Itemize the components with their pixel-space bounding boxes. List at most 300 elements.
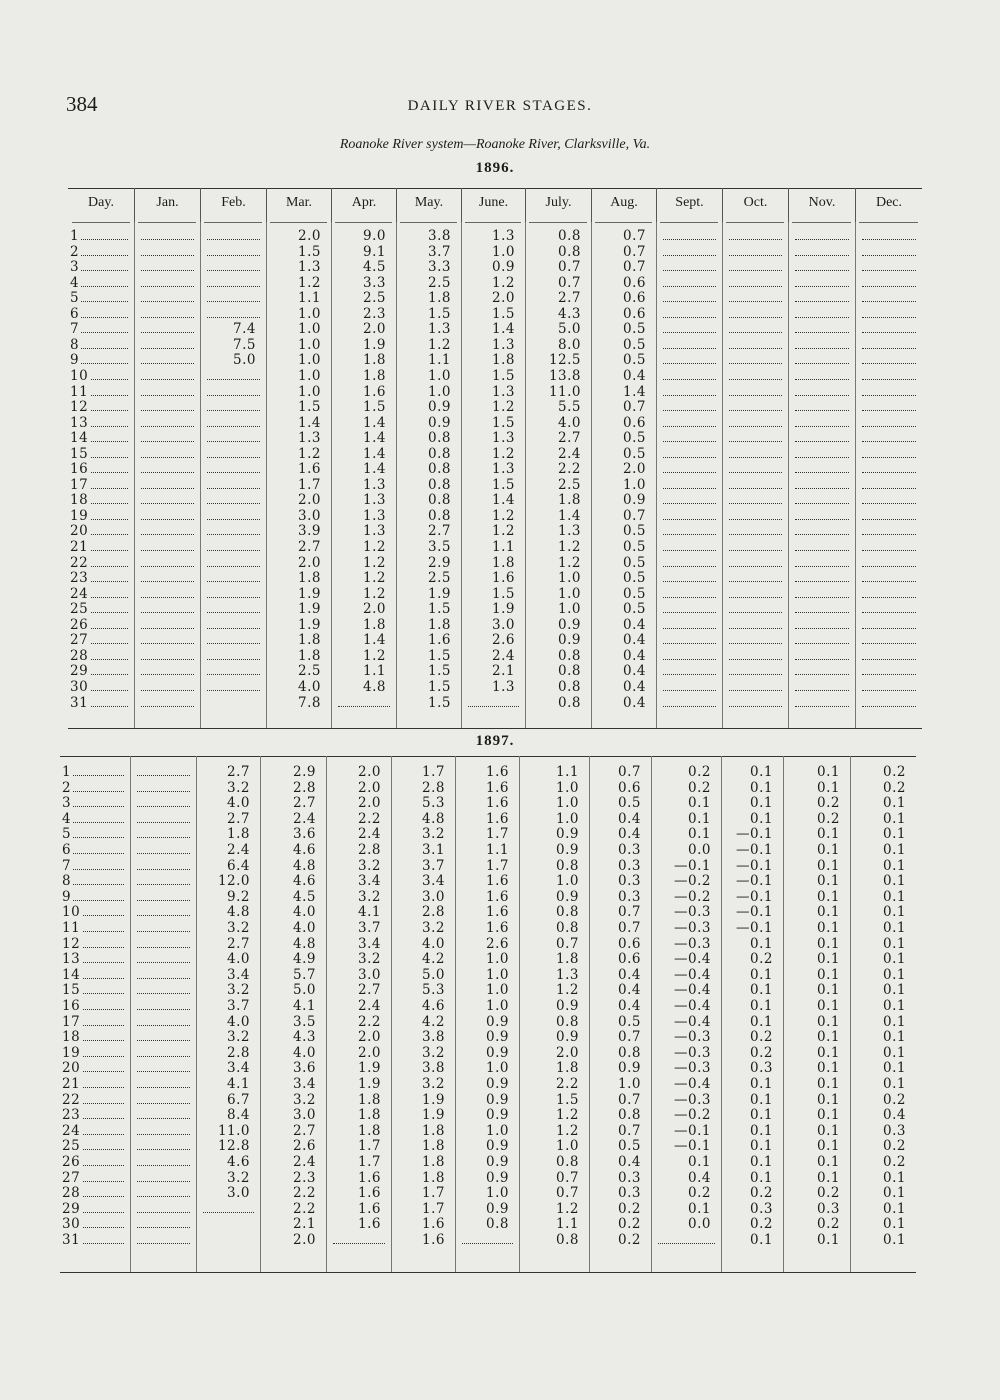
stage-value: 3.8 [422, 1029, 445, 1046]
empty-cell [723, 291, 788, 307]
stage-value: 1.8 [298, 632, 321, 649]
day-number: 7 [70, 321, 80, 338]
column-header-aug: Aug. [591, 188, 656, 222]
stage-value: —0.1 [736, 888, 773, 905]
stage-value: 1.8 [428, 616, 451, 633]
dot-leader [141, 534, 194, 535]
empty-cell [789, 447, 855, 463]
dot-leader [137, 791, 190, 792]
stage-value: 4.8 [293, 857, 316, 874]
day-label [60, 874, 130, 890]
day-number: 3 [70, 259, 80, 276]
empty-cell [131, 952, 196, 968]
stage-value: 4.9 [293, 951, 316, 968]
dot-leader [862, 441, 916, 442]
day-number: 28 [62, 1185, 81, 1202]
stage-value: 0.3 [618, 888, 641, 905]
empty-cell [135, 509, 200, 525]
empty-cell [723, 338, 788, 354]
empty-cell [789, 291, 855, 307]
empty-cell [131, 1015, 196, 1031]
day-number: 8 [62, 873, 72, 890]
dot-leader [729, 643, 782, 644]
day-number: 29 [70, 663, 89, 680]
stage-value: 1.8 [358, 1107, 381, 1124]
empty-cell [131, 999, 196, 1015]
empty-cell [789, 618, 855, 634]
dot-leader [207, 379, 260, 380]
dot-leader [74, 255, 128, 256]
dot-leader [663, 332, 716, 333]
stage-value: 0.5 [623, 321, 646, 338]
stage-value: 3.7 [227, 998, 250, 1014]
empty-cell [856, 633, 922, 649]
stage-value: 4.8 [293, 935, 316, 952]
stage-value: 7.4 [233, 321, 256, 338]
stage-value: 3.2 [358, 888, 381, 905]
dot-leader [729, 317, 782, 318]
dot-leader [203, 1212, 254, 1213]
empty-cell [201, 245, 266, 261]
stage-value: 1.7 [358, 1138, 381, 1155]
day-number: 25 [62, 1138, 81, 1155]
dot-leader [137, 1056, 190, 1057]
dot-leader [137, 1149, 190, 1150]
stage-value: 1.0 [556, 795, 579, 812]
empty-cell [201, 447, 266, 463]
empty-cell [131, 827, 196, 843]
stage-value: 0.2 [618, 1232, 641, 1248]
stage-value: 5.3 [422, 982, 445, 999]
dot-leader [729, 301, 782, 302]
empty-cell [723, 245, 788, 261]
dot-leader [207, 503, 260, 504]
stage-value: 0.1 [883, 1185, 906, 1202]
stage-value: 0.2 [750, 1044, 773, 1061]
empty-cell [201, 633, 266, 649]
stage-value: 0.1 [817, 873, 840, 890]
stage-value: 0.1 [750, 1076, 773, 1092]
column-header-june: June. [461, 188, 525, 222]
empty-cell [135, 524, 200, 540]
day-label [68, 524, 134, 540]
stage-value: 1.4 [363, 414, 386, 431]
stage-value: 2.5 [558, 476, 581, 493]
stage-value: 0.9 [486, 1200, 509, 1217]
stage-value: 0.7 [618, 1029, 641, 1046]
empty-cell [135, 307, 200, 323]
empty-cell [131, 1030, 196, 1046]
dot-leader [795, 550, 849, 551]
day-label [60, 921, 130, 937]
stage-value: 1.9 [428, 585, 451, 602]
dot-leader [795, 441, 849, 442]
dot-leader [795, 472, 849, 473]
empty-cell [856, 369, 922, 385]
empty-cell [201, 556, 266, 572]
day-label [68, 353, 134, 369]
dot-leader [74, 270, 128, 271]
stage-value: 0.2 [750, 1185, 773, 1202]
table-subtitle: Roanoke River system—Roanoke River, Clarksville, Va. [339, 137, 651, 152]
stage-value: 1.2 [363, 570, 386, 587]
dot-leader [207, 317, 260, 318]
dot-leader [207, 457, 260, 458]
dot-leader [862, 690, 916, 691]
stage-value: 0.1 [688, 1154, 711, 1170]
stage-value: 1.6 [358, 1185, 381, 1202]
stage-value: 0.1 [750, 1154, 773, 1170]
empty-cell [131, 905, 196, 921]
dot-leader [141, 379, 194, 380]
empty-cell [657, 493, 722, 509]
day-label [68, 260, 134, 276]
dot-leader [207, 643, 260, 644]
stage-value: 0.6 [623, 274, 646, 291]
dot-leader [137, 806, 190, 807]
stage-value: 3.2 [293, 1091, 316, 1108]
day-number: 2 [62, 779, 72, 796]
day-label [68, 587, 134, 603]
day-label [68, 276, 134, 292]
dot-leader [862, 674, 916, 675]
day-label [68, 571, 134, 587]
stage-value: 4.5 [293, 888, 316, 905]
day-label [60, 827, 130, 843]
stage-value: 1.8 [556, 951, 579, 968]
stage-value: 0.2 [817, 1216, 840, 1233]
stage-value: 2.0 [298, 228, 321, 244]
stage-value: 7.8 [298, 694, 321, 711]
day-column [60, 756, 130, 1272]
stage-value: 3.2 [358, 951, 381, 968]
stage-value: 0.6 [618, 935, 641, 952]
stage-value: 5.0 [293, 982, 316, 999]
dot-leader [66, 884, 124, 885]
dot-leader [663, 317, 716, 318]
stage-value: 0.1 [883, 1169, 906, 1186]
empty-cell [789, 385, 855, 401]
stage-value: 13.8 [548, 367, 581, 384]
empty-cell [201, 431, 266, 447]
day-number: 27 [70, 632, 89, 649]
stage-value: 1.0 [556, 873, 579, 890]
dot-leader [862, 566, 916, 567]
dot-leader [663, 643, 716, 644]
dot-leader [663, 457, 716, 458]
dot-leader [729, 674, 782, 675]
stage-value: 0.9 [486, 1013, 509, 1030]
day-number: 30 [70, 678, 89, 695]
dot-leader [207, 674, 260, 675]
day-number: 4 [62, 810, 72, 827]
empty-cell [723, 431, 788, 447]
dot-leader [137, 884, 190, 885]
dot-leader [795, 301, 849, 302]
dot-leader [729, 690, 782, 691]
day-label [60, 1108, 130, 1124]
stage-value: 0.8 [558, 663, 581, 680]
stage-value: 0.1 [817, 1232, 840, 1248]
dot-leader [141, 597, 194, 598]
day-number: 21 [70, 539, 89, 555]
stage-value: 2.7 [558, 430, 581, 447]
empty-cell [657, 633, 722, 649]
empty-cell [856, 338, 922, 354]
stage-value: 1.8 [422, 1138, 445, 1155]
year-heading-1897: 1897. [475, 733, 515, 749]
day-number: 12 [70, 399, 89, 416]
stage-value: —0.2 [674, 888, 711, 905]
stage-value: 0.1 [817, 1076, 840, 1092]
stage-value: 0.2 [688, 1185, 711, 1202]
stage-value: 1.6 [486, 904, 509, 921]
stage-value: —0.2 [674, 873, 711, 890]
empty-cell [201, 478, 266, 494]
day-number: 24 [62, 1122, 81, 1139]
dot-leader [207, 519, 260, 520]
column-header-nov: Nov. [788, 188, 855, 222]
month-column-july [525, 222, 591, 728]
empty-cell [201, 664, 266, 680]
empty-cell [657, 369, 722, 385]
empty-cell [131, 812, 196, 828]
empty-cell [723, 400, 788, 416]
dot-leader [729, 457, 782, 458]
dot-leader [141, 643, 194, 644]
empty-cell [657, 338, 722, 354]
stage-value: 3.4 [227, 1060, 250, 1077]
month-column-jan [130, 756, 196, 1272]
dot-leader [663, 706, 716, 707]
stage-value: 0.1 [817, 764, 840, 780]
month-column-july [519, 756, 589, 1272]
day-label [68, 664, 134, 680]
stage-value: 1.6 [358, 1200, 381, 1217]
stage-value: 0.1 [817, 904, 840, 921]
stage-value: 4.6 [227, 1154, 250, 1170]
empty-cell [723, 385, 788, 401]
stage-value: 0.1 [883, 998, 906, 1014]
empty-cell [201, 400, 266, 416]
empty-cell [657, 431, 722, 447]
empty-cell [201, 571, 266, 587]
stage-value: 2.3 [363, 305, 386, 322]
dot-leader [338, 706, 390, 707]
stage-value: 4.8 [422, 810, 445, 827]
empty-cell [201, 276, 266, 292]
stage-value: 0.3 [618, 842, 641, 858]
stage-value: 2.0 [363, 321, 386, 338]
stage-value: 2.7 [558, 290, 581, 307]
dot-leader [729, 426, 782, 427]
dot-leader [795, 348, 849, 349]
day-number: 31 [70, 694, 89, 711]
stage-value: 1.6 [486, 764, 509, 780]
empty-cell [789, 260, 855, 276]
dot-leader [207, 581, 260, 582]
stage-value: —0.4 [674, 998, 711, 1014]
dot-leader [663, 348, 716, 349]
empty-cell [657, 587, 722, 603]
dot-leader [141, 317, 194, 318]
day-label [60, 952, 130, 968]
stage-value: 1.6 [486, 920, 509, 936]
stage-value: 1.0 [428, 367, 451, 384]
stage-value: 1.5 [298, 243, 321, 260]
day-number: 11 [62, 920, 81, 936]
stage-value: 3.2 [422, 826, 445, 843]
stage-value: 0.3 [618, 873, 641, 890]
empty-cell [657, 322, 722, 338]
day-label [68, 462, 134, 478]
stage-value: 2.0 [492, 290, 515, 307]
day-number: 22 [62, 1091, 81, 1108]
stage-value: 0.1 [883, 1044, 906, 1061]
stage-value: 2.5 [428, 274, 451, 291]
dot-leader [137, 1243, 190, 1244]
stage-value: 6.7 [227, 1091, 250, 1108]
empty-cell [657, 447, 722, 463]
stage-value: 1.9 [298, 616, 321, 633]
day-label [68, 618, 134, 634]
day-label [60, 1233, 130, 1249]
empty-cell [723, 353, 788, 369]
dot-leader [74, 317, 128, 318]
stage-value: 0.5 [618, 1013, 641, 1030]
stage-value: —0.2 [674, 1107, 711, 1124]
dot-leader [74, 286, 128, 287]
day-number: 11 [70, 383, 89, 400]
dot-leader [141, 566, 194, 567]
day-number: 12 [62, 935, 81, 952]
stage-value: 7.5 [233, 336, 256, 353]
stage-value: 1.8 [363, 367, 386, 384]
stage-value: 0.1 [883, 857, 906, 874]
dot-leader [137, 1165, 190, 1166]
empty-cell [657, 462, 722, 478]
stage-value: 0.3 [618, 1185, 641, 1202]
dot-leader [141, 286, 194, 287]
empty-cell [135, 353, 200, 369]
stage-value: 1.5 [492, 585, 515, 602]
stage-value: 2.8 [422, 904, 445, 921]
stage-value: 2.0 [293, 1232, 316, 1248]
day-label [68, 696, 134, 712]
stage-value: 2.0 [358, 795, 381, 812]
empty-cell [201, 462, 266, 478]
stage-value: 3.8 [428, 228, 451, 244]
day-label [60, 859, 130, 875]
stage-value: 1.5 [428, 601, 451, 618]
dot-leader [729, 706, 782, 707]
month-column-nov [783, 756, 850, 1272]
stage-value: 1.6 [358, 1169, 381, 1186]
dot-leader [141, 395, 194, 396]
stage-value: 0.9 [486, 1044, 509, 1061]
empty-cell [789, 602, 855, 618]
stage-value: 5.5 [558, 399, 581, 416]
dot-leader [729, 519, 782, 520]
table-bottom-rule [68, 728, 922, 729]
dot-leader [795, 597, 849, 598]
stage-value: 0.8 [558, 647, 581, 664]
empty-cell [723, 493, 788, 509]
stage-value: 1.6 [363, 383, 386, 400]
dot-leader [729, 286, 782, 287]
stage-value: —0.1 [674, 857, 711, 874]
stage-value: 0.8 [558, 694, 581, 711]
stage-value: 3.0 [298, 507, 321, 524]
dot-leader [795, 503, 849, 504]
stage-value: 2.7 [227, 935, 250, 952]
dot-leader [137, 869, 190, 870]
stage-value: 0.1 [750, 935, 773, 952]
empty-cell [135, 338, 200, 354]
stage-value: 1.0 [298, 367, 321, 384]
stage-value: 3.2 [227, 982, 250, 999]
stage-value: 5.0 [422, 966, 445, 983]
empty-cell [201, 524, 266, 540]
stage-value: 3.0 [293, 1107, 316, 1124]
day-number: 14 [62, 966, 81, 983]
empty-cell [135, 245, 200, 261]
stage-value: 0.7 [558, 259, 581, 276]
stage-value: 1.2 [428, 336, 451, 353]
stage-value: 0.4 [618, 826, 641, 843]
empty-cell [135, 385, 200, 401]
day-number: 15 [62, 982, 81, 999]
stage-value: 2.7 [227, 764, 250, 780]
dot-leader [795, 410, 849, 411]
stage-value: 2.2 [358, 810, 381, 827]
month-column-aug [589, 756, 651, 1272]
dot-leader [663, 426, 716, 427]
stage-value: 2.8 [227, 1044, 250, 1061]
empty-cell [657, 260, 722, 276]
empty-cell [131, 796, 196, 812]
stage-value: 0.1 [688, 810, 711, 827]
empty-cell [131, 1186, 196, 1202]
stage-value: 0.7 [558, 274, 581, 291]
stage-value: 0.2 [618, 1200, 641, 1217]
dot-leader [862, 503, 916, 504]
stage-value: 1.2 [363, 585, 386, 602]
stage-value: 0.7 [623, 228, 646, 244]
stage-value: 0.7 [618, 764, 641, 780]
empty-cell [135, 633, 200, 649]
dot-leader [795, 426, 849, 427]
empty-cell [856, 322, 922, 338]
stage-value: —0.3 [674, 1091, 711, 1108]
stage-value: 8.0 [558, 336, 581, 353]
month-column-may [391, 756, 455, 1272]
stage-value: 0.3 [618, 857, 641, 874]
dot-leader [795, 566, 849, 567]
empty-cell [131, 1155, 196, 1171]
stage-value: 1.2 [492, 274, 515, 291]
dot-leader [663, 690, 716, 691]
stage-value: 1.0 [492, 243, 515, 260]
stage-value: 0.1 [750, 810, 773, 827]
dot-leader [729, 550, 782, 551]
stage-value: 1.2 [556, 1107, 579, 1124]
empty-cell [657, 602, 722, 618]
stage-value: 3.4 [358, 935, 381, 952]
empty-cell [657, 556, 722, 572]
empty-cell [131, 968, 196, 984]
stage-value: 5.3 [422, 795, 445, 812]
